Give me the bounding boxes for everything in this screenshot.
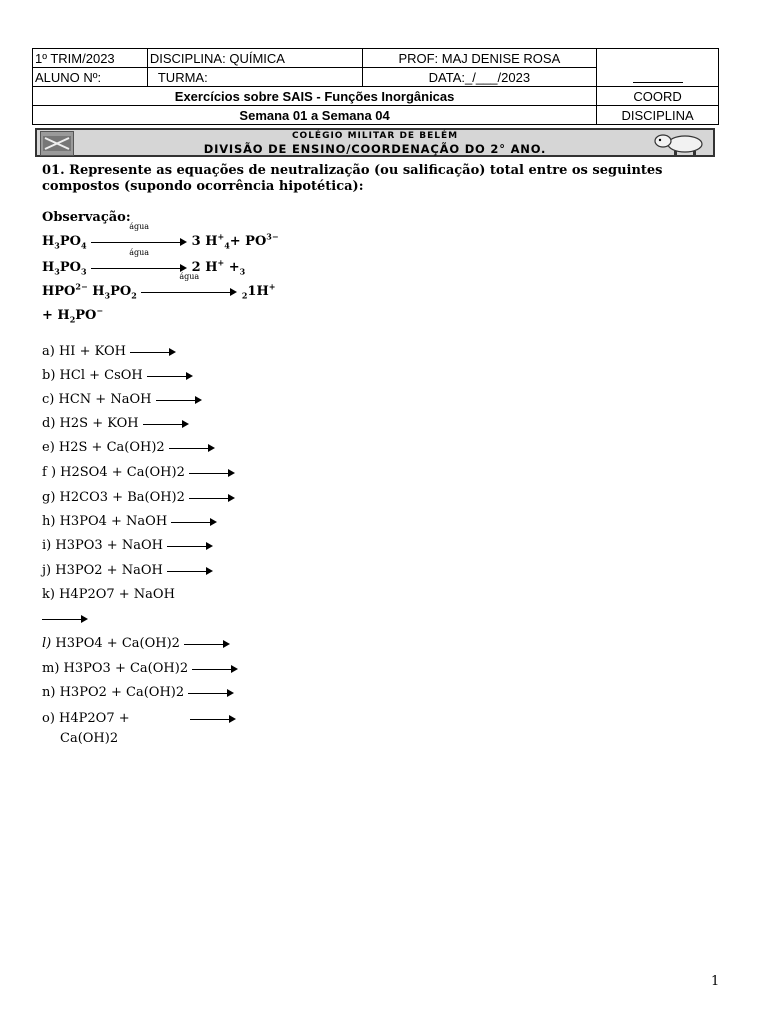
reaction-arrow-icon (167, 541, 213, 551)
signature-line (633, 73, 683, 83)
question-block (42, 163, 732, 195)
coord-signature-cell (597, 49, 719, 87)
reaction-arrow-icon (167, 566, 213, 576)
obs-line-4: + $H_2PO^-$ (42, 306, 104, 325)
item-g: g) H2CO3 + Ba(OH)2 (42, 490, 235, 505)
page-number: 1 (711, 974, 720, 989)
student-cell: ALUNO Nº: (33, 68, 148, 87)
obs-line-1: $H_3PO_4$ água 3 $H^+_4+ PO^{3-}$ (42, 222, 279, 251)
date-cell: DATA:_/___/2023 (362, 68, 597, 87)
item-k-arrow (42, 611, 88, 626)
reaction-arrow-icon (189, 468, 235, 478)
question-text: 01. Represente as equações de neutralização (ou salificação) total entre os seguintes compostos (supondo ocorrência hipotética): (42, 163, 663, 194)
mascot-icon (649, 131, 709, 155)
reaction-arrow-icon (141, 287, 237, 297)
reaction-arrow-icon (192, 664, 238, 674)
item-o: o) H4P2O7 + (42, 711, 236, 726)
banner-school-name: COLÉGIO MILITAR DE BELÉM (291, 131, 459, 141)
obs-arrow-label-2: água (129, 248, 149, 258)
observation-title: Observação: (42, 210, 131, 225)
reaction-arrow-icon (190, 714, 236, 724)
coord-discipline-cell: DISCIPLINA (597, 106, 719, 125)
trim-cell: 1º TRIM/2023 (33, 49, 148, 68)
reaction-arrow-icon (189, 493, 235, 503)
obs-arrow-label-3: água (179, 272, 200, 282)
reaction-arrow-icon (169, 443, 215, 453)
reaction-arrow-icon (130, 347, 176, 357)
obs-line-2: $H_3PO_3$ água 2 $H^+ +_3$ (42, 248, 246, 277)
item-f: f ) H2SO4 + Ca(OH)2 (42, 465, 235, 480)
coord-cell: COORD (597, 87, 719, 106)
reaction-arrow-icon (91, 237, 187, 247)
title-cell: Exercícios sobre SAIS - Funções Inorgânicas (33, 87, 597, 106)
school-banner (35, 128, 715, 157)
item-b: b) HCl + CsOH (42, 368, 193, 383)
reaction-arrow-icon (156, 395, 202, 405)
class-cell: TURMA: (147, 68, 362, 87)
item-a: a) HI + KOH (42, 344, 176, 359)
item-e: e) H2S + Ca(OH)2 (42, 440, 215, 455)
header-table (32, 48, 719, 125)
reaction-arrow-icon (184, 639, 230, 649)
item-i: i) H3PO3 + NaOH (42, 538, 213, 553)
prof-cell: PROF: MAJ DENISE ROSA (362, 49, 597, 68)
reaction-arrow-icon (91, 263, 187, 273)
reaction-arrow-icon (42, 614, 88, 624)
item-m: m) H3PO3 + Ca(OH)2 (42, 661, 238, 676)
obs-arrow-label: água (129, 222, 149, 232)
item-o-cont: Ca(OH)2 (60, 731, 119, 746)
item-h: h) H3PO4 + NaOH (42, 514, 217, 529)
item-n: n) H3PO2 + Ca(OH)2 (42, 685, 234, 700)
item-k: k) H4P2O7 + NaOH (42, 587, 175, 602)
item-d: d) H2S + KOH (42, 416, 189, 431)
item-c: c) HCN + NaOH (42, 392, 202, 407)
banner-division: DIVISÃO DE ENSINO/COORDENAÇÃO DO 2° ANO. (203, 142, 547, 156)
item-l: l) H3PO4 + Ca(OH)2 (42, 636, 230, 651)
reaction-arrow-icon (143, 419, 189, 429)
item-j: j) H3PO2 + NaOH (42, 563, 213, 578)
reaction-arrow-icon (147, 371, 193, 381)
reaction-arrow-icon (171, 517, 217, 527)
subtitle-cell: Semana 01 a Semana 04 (33, 106, 597, 125)
discipline-cell: DISCIPLINA: QUÍMICA (147, 49, 362, 68)
obs-line-3: $HPO^{2-}$ $H_3PO_2$ água $_2$1H+ (42, 272, 276, 301)
reaction-arrow-icon (188, 688, 234, 698)
